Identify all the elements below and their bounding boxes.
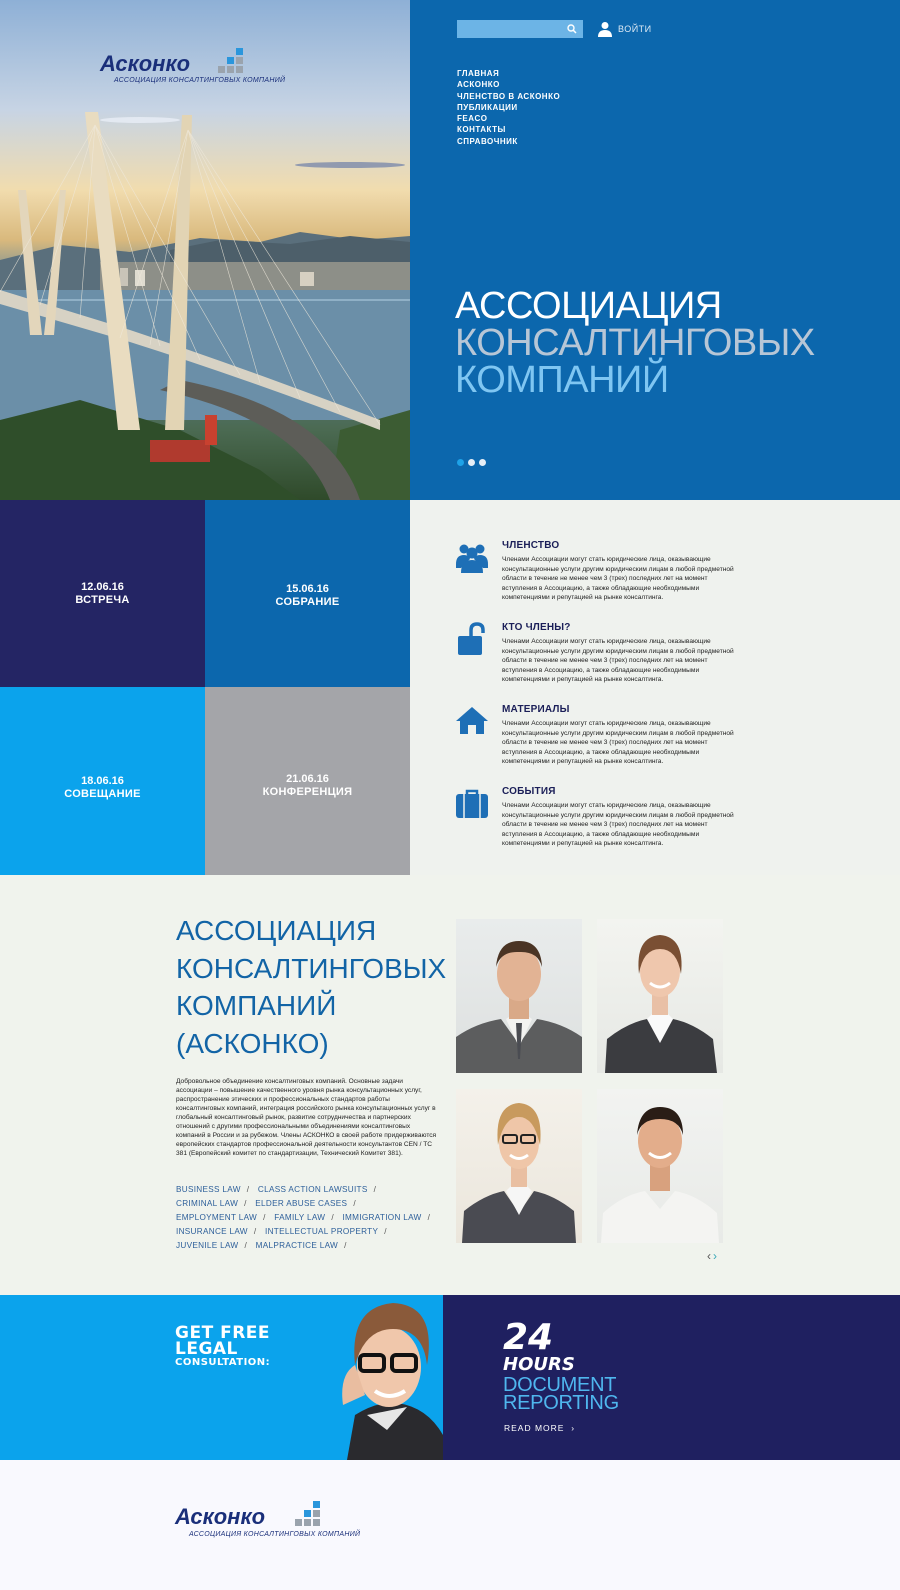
doc-line1: DOCUMENT — [503, 1374, 617, 1396]
feature-text: Членами Ассоциации могут стать юридические лица, оказывающие консультационные услуги другим юридическим лицам в любой предметной области в течение не менее чем 3 (трех) последних лет на момент вступления в Ассоциацию, а также обладающие необходимыми компетенциями и репутацией на рынке консалтинга. — [502, 638, 734, 683]
logo-wordmark: Асконко — [175, 1504, 266, 1529]
read-more-label: READ MORE — [504, 1423, 565, 1433]
feature-text: Членами Ассоциации могут стать юридические лица, оказывающие консультационные услуги другим юридическим лицам в любой предметной области в течение не менее чем 3 (трех) последних лет на момент вступления в Ассоциацию, а также обладающие необходимыми компетенциями и репутацией на рынке консалтинга. — [502, 556, 734, 601]
feature-title: КТО ЧЛЕНЫ? — [502, 622, 571, 633]
event-date: 12.06.16 — [81, 580, 124, 593]
slider-dot-2[interactable] — [468, 459, 475, 466]
about-title-line3: КОМПАНИЙ — [176, 990, 337, 1021]
header-logo[interactable] — [100, 47, 290, 87]
briefcase-icon — [455, 786, 489, 820]
doc-line2: REPORTING — [503, 1392, 619, 1414]
nav-item-directory[interactable]: СПРАВОЧНИК — [457, 136, 518, 146]
hero-title — [455, 285, 815, 401]
event-tile-assembly[interactable] — [205, 500, 410, 687]
unlock-icon — [455, 622, 489, 656]
tag-link[interactable]: JUVENILE LAW — [176, 1241, 239, 1250]
event-date: 18.06.16 — [81, 775, 124, 787]
free-consultation-text — [175, 1325, 270, 1369]
hero-title-line2: КОНСАЛТИНГОВЫХ — [455, 322, 815, 364]
tag-row: CRIMINAL LAW / ELDER ABUSE CASES / — [176, 1199, 356, 1208]
feature-text: Членами Ассоциации могут стать юридические лица, оказывающие консультационные услуги другим юридическим лицам в любой предметной области в течение не менее чем 3 (трех) последних лет на момент вступления в Ассоциацию, а также обладающие необходимыми компетенциями и репутацией на рынке консалтинга. — [502, 720, 734, 765]
slider-arrows — [707, 1249, 717, 1263]
logo-squares-icon — [295, 1501, 320, 1526]
hero-panel — [410, 0, 900, 500]
user-icon — [598, 21, 612, 37]
event-tile-session[interactable] — [0, 687, 205, 875]
portrait-illustration — [456, 919, 582, 1073]
tag-link[interactable]: CRIMINAL LAW — [176, 1199, 239, 1208]
tag-row: BUSINESS LAW / CLASS ACTION LAWSUITS / — [176, 1185, 377, 1194]
feature-text: Членами Ассоциации могут стать юридические лица, оказывающие консультационные услуги другим юридическим лицам в любой предметной области в течение не менее чем 3 (трех) последних лет на момент вступления в Ассоциацию, а также обладающие необходимыми компетенциями и репутацией на рынке консалтинга. — [502, 802, 734, 847]
footer-logo[interactable] — [175, 1500, 375, 1544]
nav-item-home[interactable]: ГЛАВНАЯ — [457, 69, 500, 78]
tag-row: EMPLOYMENT LAW / FAMILY LAW / IMMIGRATION LAW / — [176, 1213, 431, 1222]
login-link[interactable] — [598, 20, 652, 38]
consultant-woman-photo — [327, 1295, 443, 1460]
logo-tagline: АССОЦИАЦИЯ КОНСАЛТИНГОВЫХ КОМПАНИЙ — [189, 1531, 361, 1538]
footer — [0, 1460, 900, 1590]
event-tile-conference[interactable] — [205, 687, 410, 875]
tag-link[interactable]: ELDER ABUSE CASES — [255, 1199, 348, 1208]
nav-item-publications[interactable]: ПУБЛИКАЦИИ — [457, 102, 518, 112]
prev-arrow-icon[interactable]: ‹ — [707, 1249, 711, 1263]
chevron-right-icon: › — [567, 1423, 576, 1433]
cta-line3: CONSULTATION: — [175, 1357, 271, 1368]
tag-link[interactable]: INTELLECTUAL PROPERTY — [265, 1227, 379, 1236]
hero-section — [0, 0, 900, 500]
event-label: СОБРАНИЕ — [275, 595, 340, 608]
tag-row: INSURANCE LAW / INTELLECTUAL PROPERTY / — [176, 1227, 387, 1236]
team-portrait-woman-1[interactable] — [597, 919, 723, 1073]
next-arrow-icon[interactable]: › — [713, 1249, 717, 1263]
features-section — [410, 500, 900, 875]
nav-item-membership[interactable]: ЧЛЕНСТВО В АСКОНКО — [457, 91, 561, 101]
slider-dot-3[interactable] — [479, 459, 486, 466]
hero-title-line3: КОМПАНИЙ — [455, 359, 669, 401]
hours-block — [503, 1317, 575, 1375]
portrait-illustration — [597, 919, 723, 1073]
search-icon[interactable] — [566, 23, 578, 35]
free-consultation-banner[interactable] — [0, 1295, 443, 1460]
login-label: ВОЙТИ — [618, 24, 652, 34]
about-title-line2: КОНСАЛТИНГОВЫХ — [176, 952, 447, 984]
tag-link[interactable]: FAMILY LAW — [274, 1213, 326, 1222]
feature-title: СОБЫТИЯ — [502, 786, 556, 797]
about-description: Добровольное объединение консалтинговых компаний. Основные задачи ассоциации – повышение качественного уровня рынка консультационных услуг, распространение этических и профессиональных стандартов работы консалтинговых компаний, интеграция российского рынка консультационных услуг в глобальный консалтинговый рынок, развитие сотрудничества и партнерских отношений с другими профессиональными объединениями консалтинговых компаний в России и за рубежом. Члены АСКОНКО в своей работе придерживаются европейских стандартов профессиональной деятельности консультантов CEN / TC 381 (Европейский комитет по стандартизации, Технический Комитет 381). — [176, 1078, 437, 1157]
hero-title-line1: АССОЦИАЦИЯ — [455, 285, 722, 327]
event-tile-meeting[interactable] — [0, 500, 205, 687]
event-date: 15.06.16 — [286, 582, 329, 595]
about-title-line4: (АСКОНКО) — [176, 1027, 329, 1059]
document-reporting-text — [503, 1376, 619, 1412]
portrait-illustration — [597, 1089, 723, 1243]
tag-row: JUVENILE LAW / MALPRACTICE LAW / — [176, 1241, 347, 1250]
cta-line1: GET FREE — [175, 1323, 271, 1343]
main-nav — [457, 68, 560, 147]
logo-wordmark: Асконко — [100, 51, 191, 76]
event-label: СОВЕЩАНИЕ — [64, 788, 141, 800]
tag-link[interactable]: CLASS ACTION LAWSUITS — [257, 1185, 368, 1194]
event-label: КОНФЕРЕНЦИЯ — [262, 786, 353, 798]
group-icon — [455, 540, 489, 574]
home-icon — [455, 704, 489, 738]
logo-tagline: АССОЦИАЦИЯ КОНСАЛТИНГОВЫХ КОМПАНИЙ — [114, 77, 286, 84]
hours-word: HOURS — [503, 1354, 575, 1375]
team-portrait-man-2[interactable] — [597, 1089, 723, 1243]
team-portrait-woman-2[interactable] — [456, 1089, 582, 1243]
event-label: ВСТРЕЧА — [75, 593, 130, 606]
slider-dots — [457, 459, 486, 466]
hours-number: 24 — [503, 1317, 554, 1358]
search-input[interactable] — [457, 20, 583, 38]
practice-tags — [176, 1183, 446, 1253]
nav-item-askonko[interactable]: АСКОНКО — [457, 80, 500, 90]
read-more-link[interactable] — [504, 1423, 575, 1433]
tag-link[interactable]: EMPLOYMENT LAW — [176, 1213, 258, 1222]
nav-item-feaco[interactable]: FEACO — [457, 114, 488, 124]
tag-link[interactable]: INSURANCE LAW — [176, 1227, 248, 1236]
about-section — [0, 875, 900, 1295]
cta-line2: LEGAL — [175, 1339, 238, 1359]
team-portrait-man-1[interactable] — [456, 919, 582, 1073]
about-title-line1: АССОЦИАЦИЯ — [176, 915, 377, 946]
hero-bridge-photo — [0, 0, 410, 500]
nav-item-contacts[interactable]: КОНТАКТЫ — [457, 125, 506, 135]
portrait-illustration — [456, 1089, 582, 1243]
tag-link[interactable]: IMMIGRATION LAW — [342, 1213, 422, 1222]
tag-link[interactable]: MALPRACTICE LAW — [255, 1241, 339, 1250]
event-date: 21.06.16 — [286, 773, 329, 785]
feature-title: МАТЕРИАЛЫ — [502, 704, 570, 715]
about-title — [176, 912, 456, 1062]
document-reporting-banner — [443, 1295, 900, 1460]
logo-squares-icon — [218, 48, 243, 73]
tag-link[interactable]: BUSINESS LAW — [176, 1185, 241, 1194]
slider-dot-1[interactable] — [457, 459, 464, 466]
feature-title: ЧЛЕНСТВО — [502, 540, 560, 551]
